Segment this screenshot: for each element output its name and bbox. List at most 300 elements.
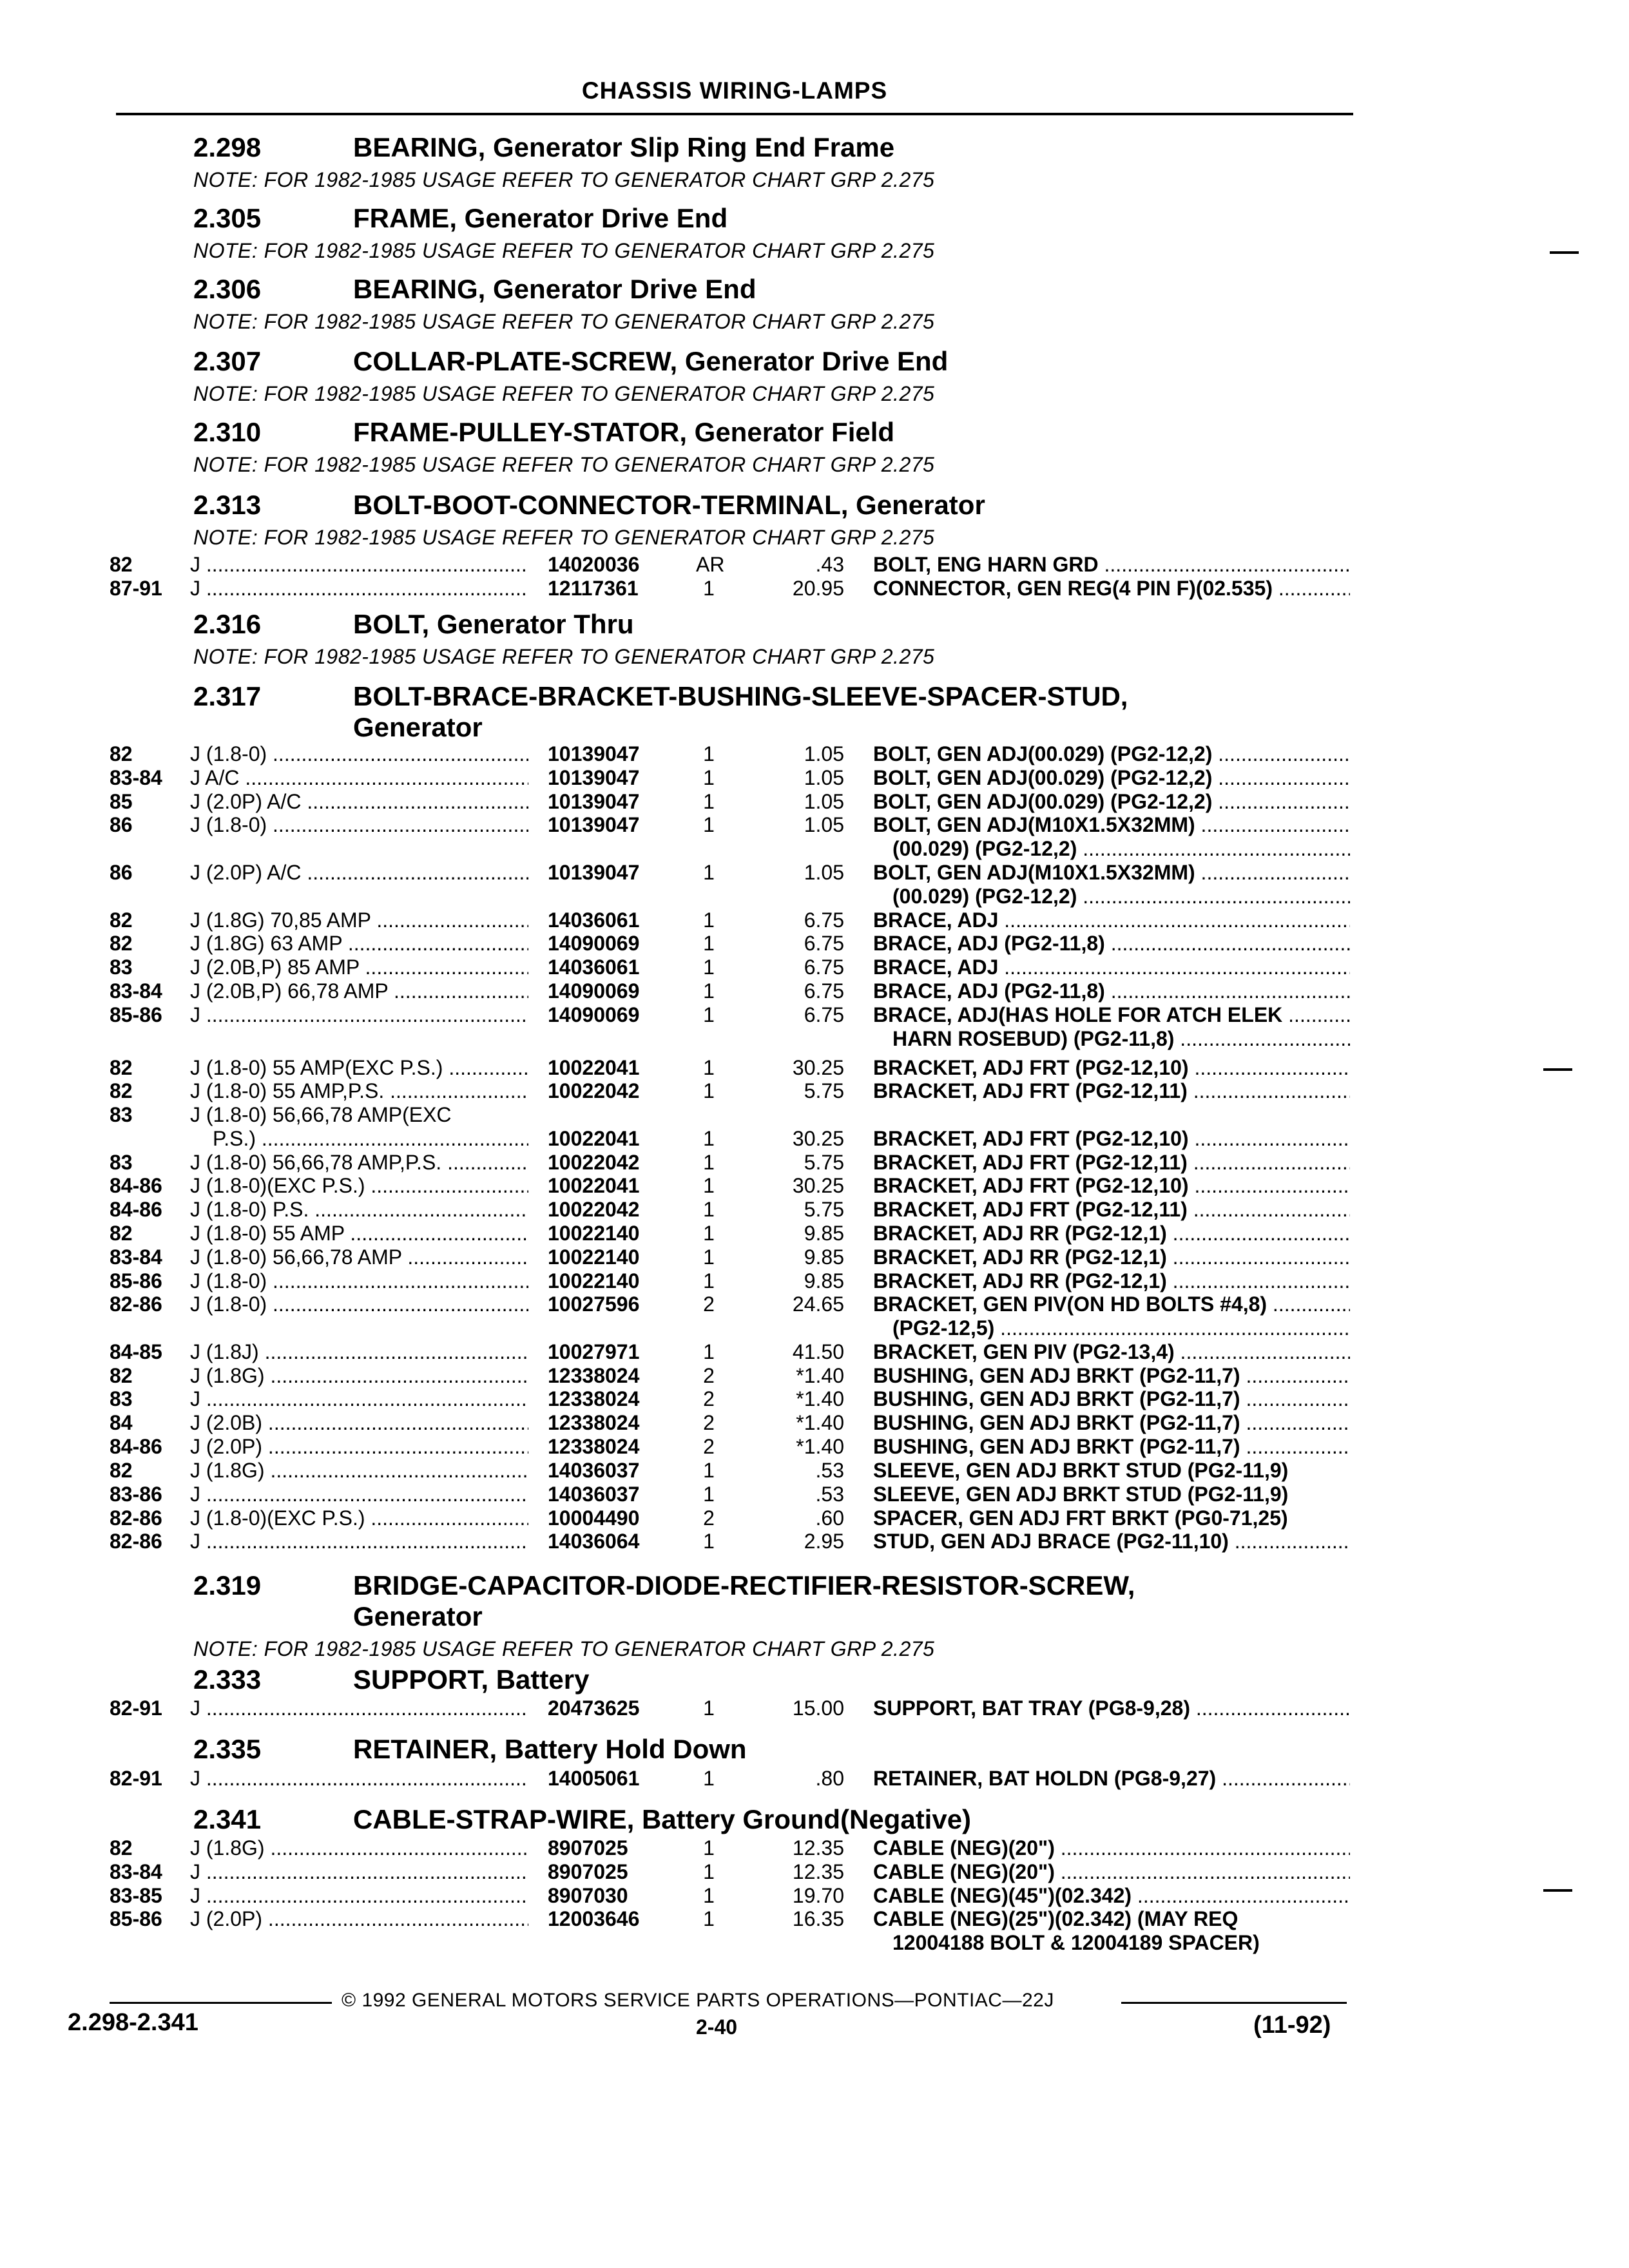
model-years: 83-84: [110, 766, 162, 789]
price: 15.00: [792, 1696, 844, 1720]
price: 6.75: [804, 1003, 844, 1026]
description-continued: (PG2-12,5) .....: [892, 1316, 1350, 1340]
part-description: BRACKET, GEN PIV(ON HD BOLTS #4,8) .....: [873, 1293, 1350, 1316]
part-number: 14036061: [548, 908, 640, 932]
table-row: [0, 742, 1629, 765]
application: J (1.8-0) 55 AMP,P.S. .....: [190, 1079, 528, 1102]
quantity: 1: [703, 766, 715, 789]
price: 20.95: [792, 577, 844, 600]
application: J (1.8-0) .....: [190, 813, 528, 836]
section-number: 2.310: [193, 417, 262, 447]
quantity: 1: [703, 1245, 715, 1269]
section-title: [353, 132, 1418, 163]
model-years: 82: [110, 908, 133, 932]
section-block: [193, 609, 1418, 669]
model-years: 83: [110, 1103, 133, 1126]
section-title-line: BEARING, Generator Slip Ring End Frame: [353, 132, 895, 162]
model-years: 83-86: [110, 1483, 162, 1506]
margin-mark: [1543, 1889, 1572, 1892]
table-row-continuation: [0, 1931, 1629, 1954]
section-note: NOTE: FOR 1982-1985 USAGE REFER TO GENERATOR CHART GRP 2.275: [193, 526, 935, 549]
section-heading: [193, 1734, 1418, 1765]
model-years: 84: [110, 1411, 133, 1434]
table-row: [0, 1836, 1629, 1860]
price: 41.50: [792, 1340, 844, 1363]
part-number: 14020036: [548, 553, 640, 576]
model-years: 83: [110, 956, 133, 979]
table-row: [0, 1245, 1629, 1269]
application-continued: P.S.) .....: [213, 1127, 528, 1150]
price: .53: [815, 1483, 844, 1506]
application: J .....: [190, 1884, 528, 1907]
table-row-continuation: [0, 885, 1629, 908]
price: 30.25: [792, 1174, 844, 1197]
quantity: 1: [703, 577, 715, 600]
section-title: [353, 417, 1418, 448]
table-row: [0, 1907, 1629, 1930]
table-row: [0, 1127, 1629, 1150]
quantity: 1: [703, 790, 715, 813]
table-row: [0, 1767, 1629, 1790]
application: J A/C .....: [190, 766, 528, 789]
section-block: [193, 1804, 1418, 1835]
model-years: 83-84: [110, 1245, 162, 1269]
part-description: CONNECTOR, GEN REG(4 PIN F)(02.535) .....: [873, 577, 1350, 600]
model-years: 87-91: [110, 577, 162, 600]
part-description: BUSHING, GEN ADJ BRKT (PG2-11,7) .....: [873, 1387, 1350, 1410]
price: 12.35: [792, 1836, 844, 1860]
model-years: 82: [110, 1364, 133, 1387]
part-description: BRACKET, ADJ FRT (PG2-12,11) .....: [873, 1079, 1350, 1102]
price: 5.75: [804, 1151, 844, 1174]
application: J (1.8G) 63 AMP .....: [190, 932, 528, 955]
model-years: 82-91: [110, 1767, 162, 1790]
part-description: CABLE (NEG)(45")(02.342) .....: [873, 1884, 1350, 1907]
table-row: [0, 1340, 1629, 1363]
section-block: [193, 203, 1418, 264]
part-number: 8907030: [548, 1884, 628, 1907]
model-years: 82-86: [110, 1293, 162, 1316]
quantity: 1: [703, 1198, 715, 1221]
quantity: 1: [703, 1151, 715, 1174]
model-years: 82: [110, 1836, 133, 1860]
model-years: 85-86: [110, 1907, 162, 1930]
quantity: 1: [703, 1056, 715, 1079]
part-description: BRACE, ADJ (PG2-11,8) .....: [873, 932, 1350, 955]
table-row: [0, 813, 1629, 836]
section-block: [193, 346, 1418, 407]
application: J (2.0B,P) 66,78 AMP .....: [190, 979, 528, 1003]
model-years: 82-91: [110, 1696, 162, 1720]
footer-rule-left: [110, 2002, 332, 2004]
quantity: 2: [703, 1364, 715, 1387]
section-title-line: COLLAR-PLATE-SCREW, Generator Drive End: [353, 346, 949, 376]
part-number: 14036064: [548, 1530, 640, 1553]
price: .53: [815, 1459, 844, 1482]
part-description: BRACKET, ADJ FRT (PG2-12,11) .....: [873, 1151, 1350, 1174]
section-title-line: Generator: [353, 712, 483, 742]
application: J (1.8-0) 55 AMP(EXC P.S.) .....: [190, 1056, 528, 1079]
section-title: [353, 346, 1418, 377]
section-number: 2.313: [193, 490, 262, 520]
table-row: [0, 1151, 1629, 1174]
application: J (1.8G) .....: [190, 1836, 528, 1860]
part-description: BOLT, GEN ADJ(M10X1.5X32MM) .....: [873, 813, 1350, 836]
model-years: 86: [110, 813, 133, 836]
section-title-line: BOLT-BOOT-CONNECTOR-TERMINAL, Generator: [353, 490, 985, 520]
part-number: 14090069: [548, 979, 640, 1003]
margin-mark: [1550, 251, 1579, 254]
table-row: [0, 553, 1629, 576]
model-years: 83-85: [110, 1884, 162, 1907]
part-number: 14036061: [548, 956, 640, 979]
part-description: BRACKET, ADJ RR (PG2-12,1) .....: [873, 1222, 1350, 1245]
table-row: [0, 1103, 1629, 1126]
section-number: 2.319: [193, 1570, 262, 1600]
price: .43: [815, 553, 844, 576]
section-number: 2.306: [193, 274, 262, 304]
model-years: 82: [110, 932, 133, 955]
part-description: BRACE, ADJ .....: [873, 908, 1350, 932]
price: 1.05: [804, 766, 844, 789]
part-number: 10022041: [548, 1056, 640, 1079]
section-title: [353, 1664, 1418, 1695]
part-number: 8907025: [548, 1860, 628, 1883]
section-number: 2.341: [193, 1804, 262, 1834]
quantity: 2: [703, 1435, 715, 1458]
part-number: 14036037: [548, 1459, 640, 1482]
model-years: 82: [110, 553, 133, 576]
section-note: NOTE: FOR 1982-1985 USAGE REFER TO GENERATOR CHART GRP 2.275: [193, 168, 935, 191]
part-number: 14036037: [548, 1483, 640, 1506]
table-row: [0, 1411, 1629, 1434]
application: J (2.0P) .....: [190, 1907, 528, 1930]
table-row-continuation: [0, 837, 1629, 860]
section-note: NOTE: FOR 1982-1985 USAGE REFER TO GENERATOR CHART GRP 2.275: [193, 1637, 935, 1660]
table-row: [0, 932, 1629, 955]
quantity: 1: [703, 1340, 715, 1363]
table-row: [0, 1174, 1629, 1197]
price: 6.75: [804, 956, 844, 979]
table-row: [0, 577, 1629, 600]
quantity: 1: [703, 813, 715, 836]
model-years: 82: [110, 1459, 133, 1482]
section-title-line: FRAME-PULLEY-STATOR, Generator Field: [353, 417, 895, 447]
part-number: 10022042: [548, 1079, 640, 1102]
table-row: [0, 1003, 1629, 1026]
quantity: AR: [696, 553, 725, 576]
model-years: 82: [110, 742, 133, 765]
table-row: [0, 1364, 1629, 1387]
section-title-line: CABLE-STRAP-WIRE, Battery Ground(Negative): [353, 1804, 972, 1834]
part-description: SLEEVE, GEN ADJ BRKT STUD (PG2-11,9): [873, 1483, 1289, 1506]
part-description: BRACKET, ADJ RR (PG2-12,1) .....: [873, 1245, 1350, 1269]
section-title-line: FRAME, Generator Drive End: [353, 203, 728, 233]
section-title-line: RETAINER, Battery Hold Down: [353, 1734, 747, 1764]
price: 9.85: [804, 1269, 844, 1293]
table-row: [0, 1506, 1629, 1530]
quantity: 1: [703, 1269, 715, 1293]
part-number: 10139047: [548, 766, 640, 789]
footer-copyright: © 1992 GENERAL MOTORS SERVICE PARTS OPERATIONS—PONTIAC—22J: [342, 1990, 1054, 2011]
price: 1.05: [804, 861, 844, 884]
part-number: 12117361: [548, 577, 639, 600]
part-description: BRACE, ADJ (PG2-11,8) .....: [873, 979, 1350, 1003]
application: J (1.8G) .....: [190, 1459, 528, 1482]
part-number: 14090069: [548, 1003, 640, 1026]
application: J (2.0B) .....: [190, 1411, 528, 1434]
price: *1.40: [796, 1364, 844, 1387]
part-description: BOLT, ENG HARN GRD .....: [873, 553, 1350, 576]
quantity: 1: [703, 1907, 715, 1930]
model-years: 84-86: [110, 1198, 162, 1221]
part-number: 8907025: [548, 1836, 628, 1860]
application: J (1.8-0) P.S. .....: [190, 1198, 528, 1221]
part-number: 10139047: [548, 790, 640, 813]
quantity: 1: [703, 1222, 715, 1245]
table-row: [0, 1884, 1629, 1907]
table-row: [0, 1079, 1629, 1102]
price: .60: [815, 1506, 844, 1530]
quantity: 1: [703, 1836, 715, 1860]
quantity: 1: [703, 742, 715, 765]
quantity: 1: [703, 1860, 715, 1883]
section-note: NOTE: FOR 1982-1985 USAGE REFER TO GENERATOR CHART GRP 2.275: [193, 645, 935, 668]
table-row: [0, 1222, 1629, 1245]
application: J (1.8J) .....: [190, 1340, 528, 1363]
part-number: 10022042: [548, 1198, 640, 1221]
section-title-line: BOLT, Generator Thru: [353, 609, 634, 639]
model-years: 85-86: [110, 1003, 162, 1026]
application: J (2.0P) A/C .....: [190, 790, 528, 813]
section-note: NOTE: FOR 1982-1985 USAGE REFER TO GENERATOR CHART GRP 2.275: [193, 382, 935, 405]
table-row: [0, 766, 1629, 789]
section-title-line: BEARING, Generator Drive End: [353, 274, 757, 304]
application: J .....: [190, 1387, 528, 1410]
quantity: 1: [703, 908, 715, 932]
model-years: 82: [110, 1079, 133, 1102]
table-row: [0, 908, 1629, 932]
section-title: [353, 274, 1418, 305]
application: J (1.8-0) 56,66,78 AMP .....: [190, 1245, 528, 1269]
footer-page-number: 2-40: [696, 2015, 738, 2039]
quantity: 1: [703, 979, 715, 1003]
model-years: 83: [110, 1151, 133, 1174]
table-row: [0, 1293, 1629, 1316]
section-block: [193, 132, 1418, 193]
section-block: [193, 1570, 1418, 1662]
price: *1.40: [796, 1435, 844, 1458]
price: 1.05: [804, 790, 844, 813]
price: 6.75: [804, 979, 844, 1003]
part-number: 10022140: [548, 1269, 640, 1293]
application: J .....: [190, 1767, 528, 1790]
section-number: 2.335: [193, 1734, 262, 1764]
quantity: 1: [703, 1127, 715, 1150]
price: *1.40: [796, 1387, 844, 1410]
table-row: [0, 1198, 1629, 1221]
model-years: 86: [110, 861, 133, 884]
section-title-line: Generator: [353, 1601, 483, 1631]
price: 9.85: [804, 1222, 844, 1245]
model-years: 85-86: [110, 1269, 162, 1293]
part-description: BRACKET, ADJ FRT (PG2-12,10) .....: [873, 1056, 1350, 1079]
part-number: 14090069: [548, 932, 640, 955]
price: 30.25: [792, 1056, 844, 1079]
quantity: 2: [703, 1387, 715, 1410]
price: 1.05: [804, 742, 844, 765]
table-row: [0, 861, 1629, 884]
section-note: NOTE: FOR 1982-1985 USAGE REFER TO GENERATOR CHART GRP 2.275: [193, 239, 935, 262]
part-description: BRACE, ADJ(HAS HOLE FOR ATCH ELEK .....: [873, 1003, 1350, 1026]
section-block: [193, 1664, 1418, 1695]
section-heading: [193, 274, 1418, 305]
application: J (1.8-0) 56,66,78 AMP,P.S. .....: [190, 1151, 528, 1174]
page-title: CHASSIS WIRING-LAMPS: [581, 77, 888, 104]
section-title: [353, 609, 1418, 640]
application: J .....: [190, 1530, 528, 1553]
model-years: 83-84: [110, 1860, 162, 1883]
part-number: 10022041: [548, 1174, 640, 1197]
part-description: BUSHING, GEN ADJ BRKT (PG2-11,7) .....: [873, 1435, 1350, 1458]
section-title: [353, 1570, 1418, 1632]
part-description: BRACKET, ADJ FRT (PG2-12,10) .....: [873, 1174, 1350, 1197]
application: J .....: [190, 553, 528, 576]
price: 24.65: [792, 1293, 844, 1316]
part-number: 12338024: [548, 1411, 640, 1434]
section-title: [353, 1734, 1418, 1765]
part-description: STUD, GEN ADJ BRACE (PG2-11,10) .....: [873, 1530, 1350, 1553]
table-row: [0, 1483, 1629, 1506]
section-block: [193, 1734, 1418, 1765]
application: J (1.8-0) .....: [190, 742, 528, 765]
model-years: 84-86: [110, 1435, 162, 1458]
description-continued: 12004188 BOLT & 12004189 SPACER): [892, 1931, 1260, 1954]
quantity: 1: [703, 1884, 715, 1907]
section-title-line: SUPPORT, Battery: [353, 1664, 590, 1695]
part-number: 12338024: [548, 1435, 640, 1458]
quantity: 1: [703, 1530, 715, 1553]
quantity: 1: [703, 1079, 715, 1102]
quantity: 1: [703, 1174, 715, 1197]
price: 19.70: [792, 1884, 844, 1907]
section-title: [353, 1804, 1418, 1835]
model-years: 83-84: [110, 979, 162, 1003]
model-years: 85: [110, 790, 133, 813]
part-description: BRACKET, ADJ FRT (PG2-12,11) .....: [873, 1198, 1350, 1221]
part-description: BRACKET, GEN PIV (PG2-13,4) .....: [873, 1340, 1350, 1363]
part-number: 10022140: [548, 1222, 640, 1245]
section-heading: [193, 1570, 1418, 1632]
margin-mark: [1543, 1068, 1572, 1071]
application: J (1.8-0) 55 AMP .....: [190, 1222, 528, 1245]
part-description: RETAINER, BAT HOLDN (PG8-9,27) .....: [873, 1767, 1350, 1790]
section-heading: [193, 417, 1418, 448]
application: J .....: [190, 1483, 528, 1506]
part-description: CABLE (NEG)(20") .....: [873, 1836, 1350, 1860]
quantity: 1: [703, 1696, 715, 1720]
table-row: [0, 1387, 1629, 1410]
quantity: 2: [703, 1506, 715, 1530]
application: J (1.8-0)(EXC P.S.) .....: [190, 1506, 528, 1530]
model-years: 82-86: [110, 1530, 162, 1553]
section-block: [193, 274, 1418, 334]
section-note: NOTE: FOR 1982-1985 USAGE REFER TO GENERATOR CHART GRP 2.275: [193, 453, 935, 476]
part-description: BOLT, GEN ADJ(00.029) (PG2-12,2) .....: [873, 766, 1350, 789]
section-heading: [193, 203, 1418, 234]
section-heading: [193, 1804, 1418, 1835]
part-description: BOLT, GEN ADJ(00.029) (PG2-12,2) .....: [873, 790, 1350, 813]
model-years: 84-86: [110, 1174, 162, 1197]
price: 12.35: [792, 1860, 844, 1883]
application: J (2.0P) A/C .....: [190, 861, 528, 884]
section-heading: [193, 132, 1418, 163]
table-row: [0, 1435, 1629, 1458]
part-number: 14005061: [548, 1767, 640, 1790]
application: J .....: [190, 1003, 528, 1026]
table-row: [0, 979, 1629, 1003]
description-continued: (00.029) (PG2-12,2) .....: [892, 885, 1350, 908]
part-number: 20473625: [548, 1696, 640, 1720]
application: J .....: [190, 1696, 528, 1720]
section-title: [353, 681, 1418, 743]
section-number: 2.316: [193, 609, 262, 639]
price: 6.75: [804, 908, 844, 932]
application: J (2.0P) .....: [190, 1435, 528, 1458]
part-number: 10022140: [548, 1245, 640, 1269]
table-row: [0, 1530, 1629, 1553]
application: J (1.8-0) 56,66,78 AMP(EXC: [190, 1103, 452, 1126]
part-number: 12338024: [548, 1387, 640, 1410]
quantity: 1: [703, 1003, 715, 1026]
part-number: 10004490: [548, 1506, 640, 1530]
quantity: 1: [703, 1459, 715, 1482]
part-number: 12338024: [548, 1364, 640, 1387]
price: 2.95: [804, 1530, 844, 1553]
price: 5.75: [804, 1079, 844, 1102]
section-number: 2.305: [193, 203, 262, 233]
part-description: CABLE (NEG)(25")(02.342) (MAY REQ: [873, 1907, 1239, 1930]
part-number: 10139047: [548, 861, 640, 884]
application: J .....: [190, 1860, 528, 1883]
description-continued: (00.029) (PG2-12,2) .....: [892, 837, 1350, 860]
footer-rule-right: [1121, 2002, 1347, 2004]
model-years: 82: [110, 1056, 133, 1079]
table-row: [0, 1269, 1629, 1293]
table-row: [0, 956, 1629, 979]
price: .80: [815, 1767, 844, 1790]
section-block: [193, 417, 1418, 477]
model-years: 82-86: [110, 1506, 162, 1530]
section-title: [353, 203, 1418, 234]
part-number: 10022042: [548, 1151, 640, 1174]
price: 1.05: [804, 813, 844, 836]
section-number: 2.333: [193, 1664, 262, 1695]
quantity: 1: [703, 1483, 715, 1506]
price: *1.40: [796, 1411, 844, 1434]
section-heading: [193, 609, 1418, 640]
quantity: 1: [703, 1767, 715, 1790]
section-heading: [193, 1664, 1418, 1695]
part-description: BRACKET, ADJ FRT (PG2-12,10) .....: [873, 1127, 1350, 1150]
part-description: BRACKET, ADJ RR (PG2-12,1) .....: [873, 1269, 1350, 1293]
model-years: 84-85: [110, 1340, 162, 1363]
table-row: [0, 1459, 1629, 1482]
table-row: [0, 1056, 1629, 1079]
quantity: 2: [703, 1411, 715, 1434]
quantity: 1: [703, 932, 715, 955]
part-description: BUSHING, GEN ADJ BRKT (PG2-11,7) .....: [873, 1364, 1350, 1387]
